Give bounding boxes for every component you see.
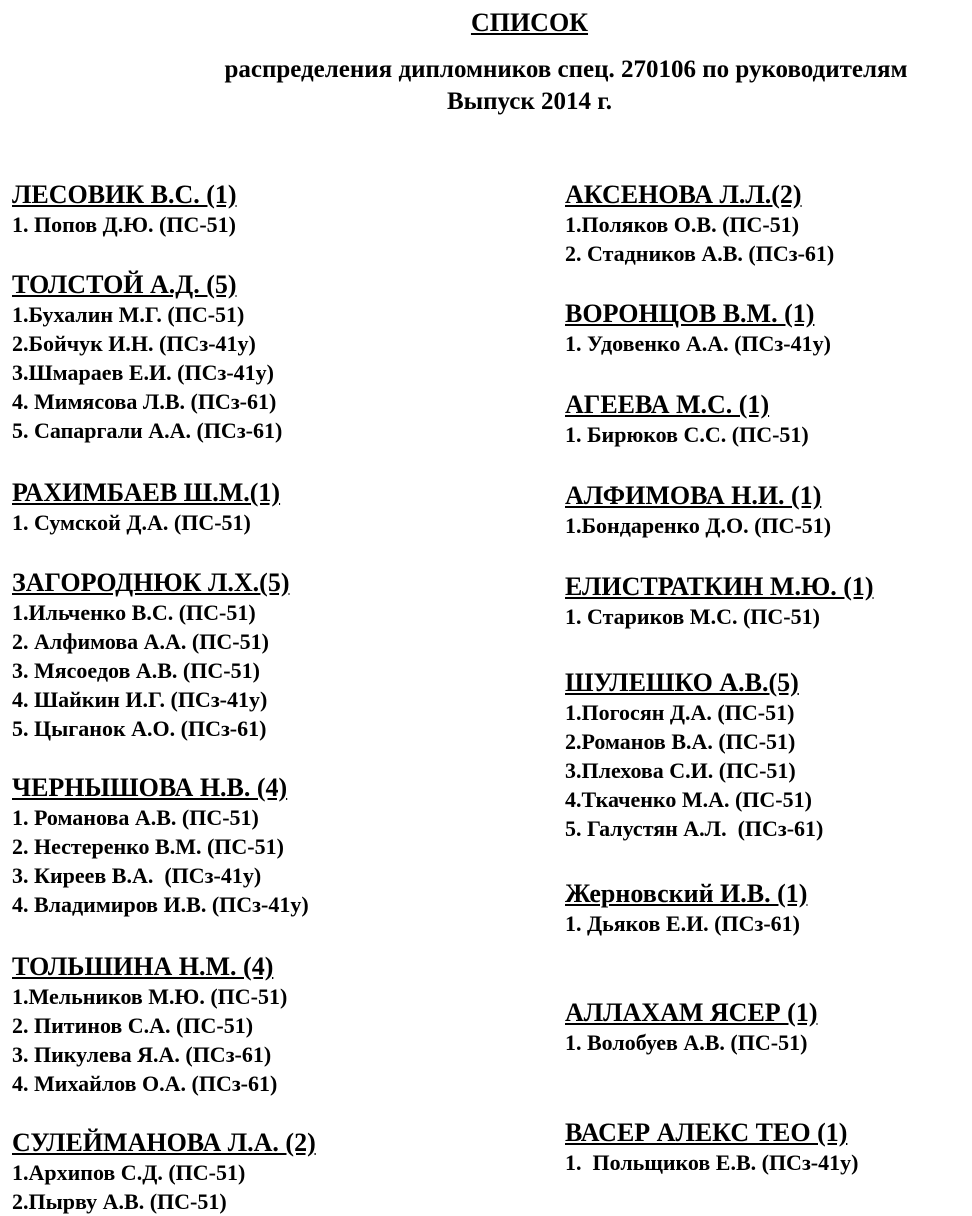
supervisor-group	[565, 390, 809, 449]
student-item: 4. Михайлов О.А. (ПСз-61)	[12, 1071, 278, 1096]
student-item: 2.Бойчук И.Н. (ПСз-41у)	[12, 331, 256, 356]
student-item: 4. Шайкин И.Г. (ПСз-41у)	[12, 687, 268, 712]
supervisor-group	[565, 481, 831, 540]
supervisor-name: АГЕЕВА М.С. (1)	[565, 390, 770, 419]
student-item: 1. Стариков М.С. (ПС-51)	[565, 604, 820, 629]
student-item: 1.Мельников М.Ю. (ПС-51)	[12, 984, 288, 1009]
supervisor-group	[565, 180, 834, 268]
document-title: СПИСОК	[470, 8, 589, 37]
student-item: 5. Цыганок А.О. (ПСз-61)	[12, 716, 267, 741]
supervisor-name: ВАСЕР АЛЕКС ТЕО (1)	[565, 1118, 848, 1147]
supervisor-name: ЧЕРНЫШОВА Н.В. (4)	[12, 773, 288, 802]
supervisor-group	[565, 998, 817, 1057]
student-item: 2. Алфимова А.А. (ПС-51)	[12, 629, 269, 654]
student-item: 2. Питинов С.А. (ПС-51)	[12, 1013, 254, 1038]
supervisor-name: ШУЛЕШКО А.В.(5)	[565, 668, 799, 697]
supervisor-group	[12, 478, 280, 537]
student-item: 4. Мимясова Л.В. (ПСз-61)	[12, 389, 277, 414]
student-item: 1. Польщиков Е.В. (ПСз-41у)	[565, 1150, 859, 1175]
student-item: 5. Галустян А.Л. (ПСз-61)	[565, 816, 824, 841]
student-item: 1. Удовенко А.А. (ПСз-41у)	[565, 331, 831, 356]
supervisor-group	[565, 299, 831, 358]
student-item: 3. Пикулева Я.А. (ПСз-61)	[12, 1042, 272, 1067]
student-item: 2. Стадников А.В. (ПСз-61)	[565, 241, 835, 266]
supervisor-group	[565, 572, 874, 631]
supervisor-name: АЛЛАХАМ ЯСЕР (1)	[565, 998, 818, 1027]
supervisor-name: Жерновский И.В. (1)	[565, 879, 808, 908]
student-item: 1. Дьяков Е.И. (ПСз-61)	[565, 911, 800, 936]
student-item: 4. Владимиров И.В. (ПСз-41у)	[12, 892, 309, 917]
supervisor-group	[12, 773, 309, 919]
student-item: 1. Бирюков С.С. (ПС-51)	[565, 422, 809, 447]
supervisor-name: ВОРОНЦОВ В.М. (1)	[565, 299, 815, 328]
student-item: 1.Бондаренко Д.О. (ПС-51)	[565, 513, 832, 538]
document-year: Выпуск 2014 г.	[446, 88, 613, 115]
student-item: 1.Архипов С.Д. (ПС-51)	[12, 1160, 246, 1185]
supervisor-name: СУЛЕЙМАНОВА Л.А. (2)	[12, 1128, 316, 1157]
student-item: 1. Волобуев А.В. (ПС-51)	[565, 1030, 808, 1055]
student-item: 3.Шмараев Е.И. (ПСз-41у)	[12, 360, 274, 385]
supervisor-group	[565, 1118, 858, 1177]
supervisor-group	[565, 668, 823, 843]
supervisor-name: ТОЛЬШИНА Н.М. (4)	[12, 952, 274, 981]
supervisor-group	[12, 180, 237, 239]
supervisor-name: АЛФИМОВА Н.И. (1)	[565, 481, 822, 510]
student-item: 1. Сумской Д.А. (ПС-51)	[12, 510, 251, 535]
supervisor-group	[12, 270, 282, 445]
student-item: 2.Романов В.А. (ПС-51)	[565, 729, 796, 754]
supervisor-group	[12, 568, 289, 743]
student-item: 3. Мясоедов А.В. (ПС-51)	[12, 658, 260, 683]
supervisor-name: ЛЕСОВИК В.С. (1)	[12, 180, 237, 209]
student-item: 1.Погосян Д.А. (ПС-51)	[565, 700, 795, 725]
student-item: 2.Пырву А.В. (ПС-51)	[12, 1189, 227, 1214]
student-item: 1.Ильченко В.С. (ПС-51)	[12, 600, 256, 625]
supervisor-group	[12, 1128, 316, 1216]
supervisor-name: ЕЛИСТРАТКИН М.Ю. (1)	[565, 572, 874, 601]
student-item: 3.Плехова С.И. (ПС-51)	[565, 758, 796, 783]
supervisor-group	[565, 879, 807, 938]
student-item: 1. Романова А.В. (ПС-51)	[12, 805, 259, 830]
supervisor-name: ТОЛСТОЙ А.Д. (5)	[12, 270, 237, 299]
student-item: 3. Киреев В.А. (ПСз-41у)	[12, 863, 262, 888]
document-subtitle: распределения дипломников спец. 270106 по руководителям	[224, 56, 908, 83]
student-item: 4.Ткаченко М.А. (ПС-51)	[565, 787, 812, 812]
student-item: 1. Попов Д.Ю. (ПС-51)	[12, 212, 237, 237]
supervisor-name: ЗАГОРОДНЮК Л.Х.(5)	[12, 568, 290, 597]
student-item: 1.Поляков О.В. (ПС-51)	[565, 212, 800, 237]
student-item: 1.Бухалин М.Г. (ПС-51)	[12, 302, 245, 327]
supervisor-group	[12, 952, 287, 1098]
supervisor-name: РАХИМБАЕВ Ш.М.(1)	[12, 478, 281, 507]
supervisor-name: АКСЕНОВА Л.Л.(2)	[565, 180, 802, 209]
student-item: 5. Сапаргали А.А. (ПСз-61)	[12, 418, 283, 443]
student-item: 2. Нестеренко В.М. (ПС-51)	[12, 834, 284, 859]
